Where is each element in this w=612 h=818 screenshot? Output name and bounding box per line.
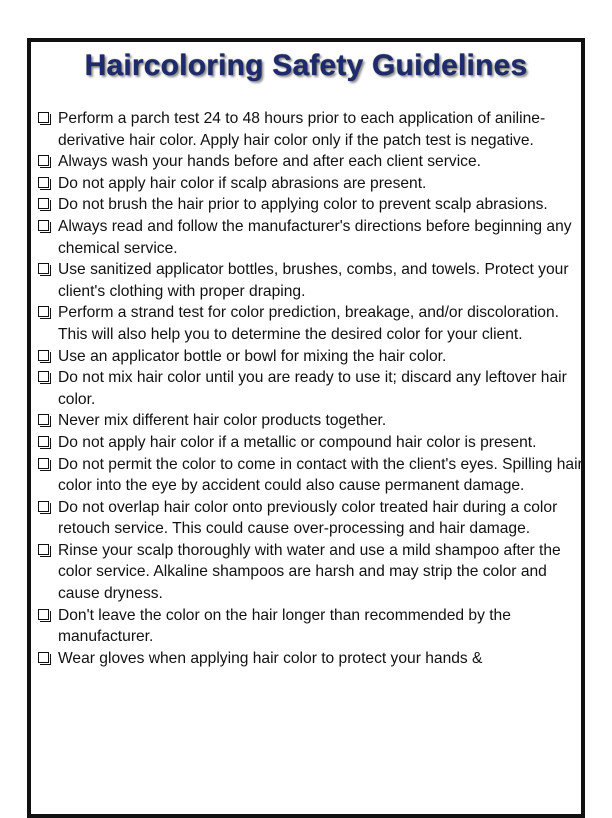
- list-item: [38, 194, 584, 216]
- list-item-text: Always read and follow the manufacturer's directions before beginning any chemical service.: [58, 217, 572, 257]
- list-item-text: Do not permit the color to come in contact with the client's eyes. Spilling hair color into the eye by accident could also cause permanent damage.: [58, 455, 583, 495]
- list-item-text: Rinse your scalp thoroughly with water and use a mild shampoo after the color service. Alkaline shampoos are harsh and may strip the color and cause dryness.: [58, 541, 561, 603]
- list-item: [38, 173, 584, 195]
- guidelines-list: [38, 108, 584, 669]
- list-item: [38, 367, 584, 410]
- checkbox-icon: [38, 371, 49, 382]
- list-item-text: Do not mix hair color until you are ready to use it; discard any leftover hair color.: [58, 369, 567, 408]
- list-item-text: Don't leave the color on the hair longer than recommended by the manufacturer.: [58, 606, 511, 646]
- list-item-text: Perform a strand test for color prediction, breakage, and/or discoloration. This will also help you to determine the desired color for your client.: [58, 304, 559, 343]
- list-item: [38, 216, 584, 259]
- list-item: [38, 454, 584, 497]
- checkbox-icon: [38, 177, 49, 188]
- list-item: [38, 540, 584, 605]
- checkbox-icon: [38, 198, 49, 209]
- checkbox-icon: [38, 652, 49, 663]
- list-item: [38, 259, 584, 302]
- list-item-text: Do not apply hair color if scalp abrasions are present.: [58, 174, 427, 192]
- list-item: [38, 151, 584, 173]
- page-title-text: Haircoloring Safety Guidelines: [84, 49, 528, 82]
- list-item: [38, 410, 584, 432]
- list-item-text: Do not apply hair color if a metallic or compound hair color is present.: [58, 433, 537, 451]
- list-item: [38, 108, 584, 151]
- checkbox-icon: [38, 112, 49, 123]
- checkbox-icon: [38, 609, 49, 620]
- list-item-text: Do not overlap hair color onto previously color treated hair during a color retouch service. This could cause over-processing and hair damage.: [58, 498, 558, 538]
- list-item: [38, 648, 584, 670]
- checkbox-icon: [38, 220, 49, 231]
- list-item: [38, 605, 584, 648]
- list-item: [38, 302, 584, 345]
- checkbox-icon: [38, 544, 49, 555]
- list-item-text: Always wash your hands before and after each client service.: [58, 153, 481, 171]
- checkbox-icon: [38, 263, 49, 274]
- checkbox-icon: [38, 414, 49, 425]
- checkbox-icon: [38, 458, 49, 469]
- list-item-text: Perform a parch test 24 to 48 hours prior to each application of aniline-derivative hair color. Apply hair color only if the patch test is negative.: [58, 110, 546, 149]
- list-item: [38, 346, 584, 368]
- list-item-text: Do not brush the hair prior to applying color to prevent scalp abrasions.: [58, 196, 548, 214]
- list-item: [38, 497, 584, 540]
- list-item-text: Never mix different hair color products together.: [58, 412, 387, 430]
- checkbox-icon: [38, 306, 49, 317]
- checkbox-icon: [38, 155, 49, 166]
- list-item-text: Use sanitized applicator bottles, brushes, combs, and towels. Protect your client's clothing with proper draping.: [58, 261, 569, 300]
- list-item-text: Wear gloves when applying hair color to protect your hands &: [58, 649, 483, 667]
- checkbox-icon: [38, 501, 49, 512]
- checkbox-icon: [38, 350, 49, 361]
- checkbox-icon: [38, 436, 49, 447]
- list-item-text: Use an applicator bottle or bowl for mixing the hair color.: [58, 347, 447, 365]
- list-item: [38, 432, 584, 454]
- page-title: [0, 49, 612, 83]
